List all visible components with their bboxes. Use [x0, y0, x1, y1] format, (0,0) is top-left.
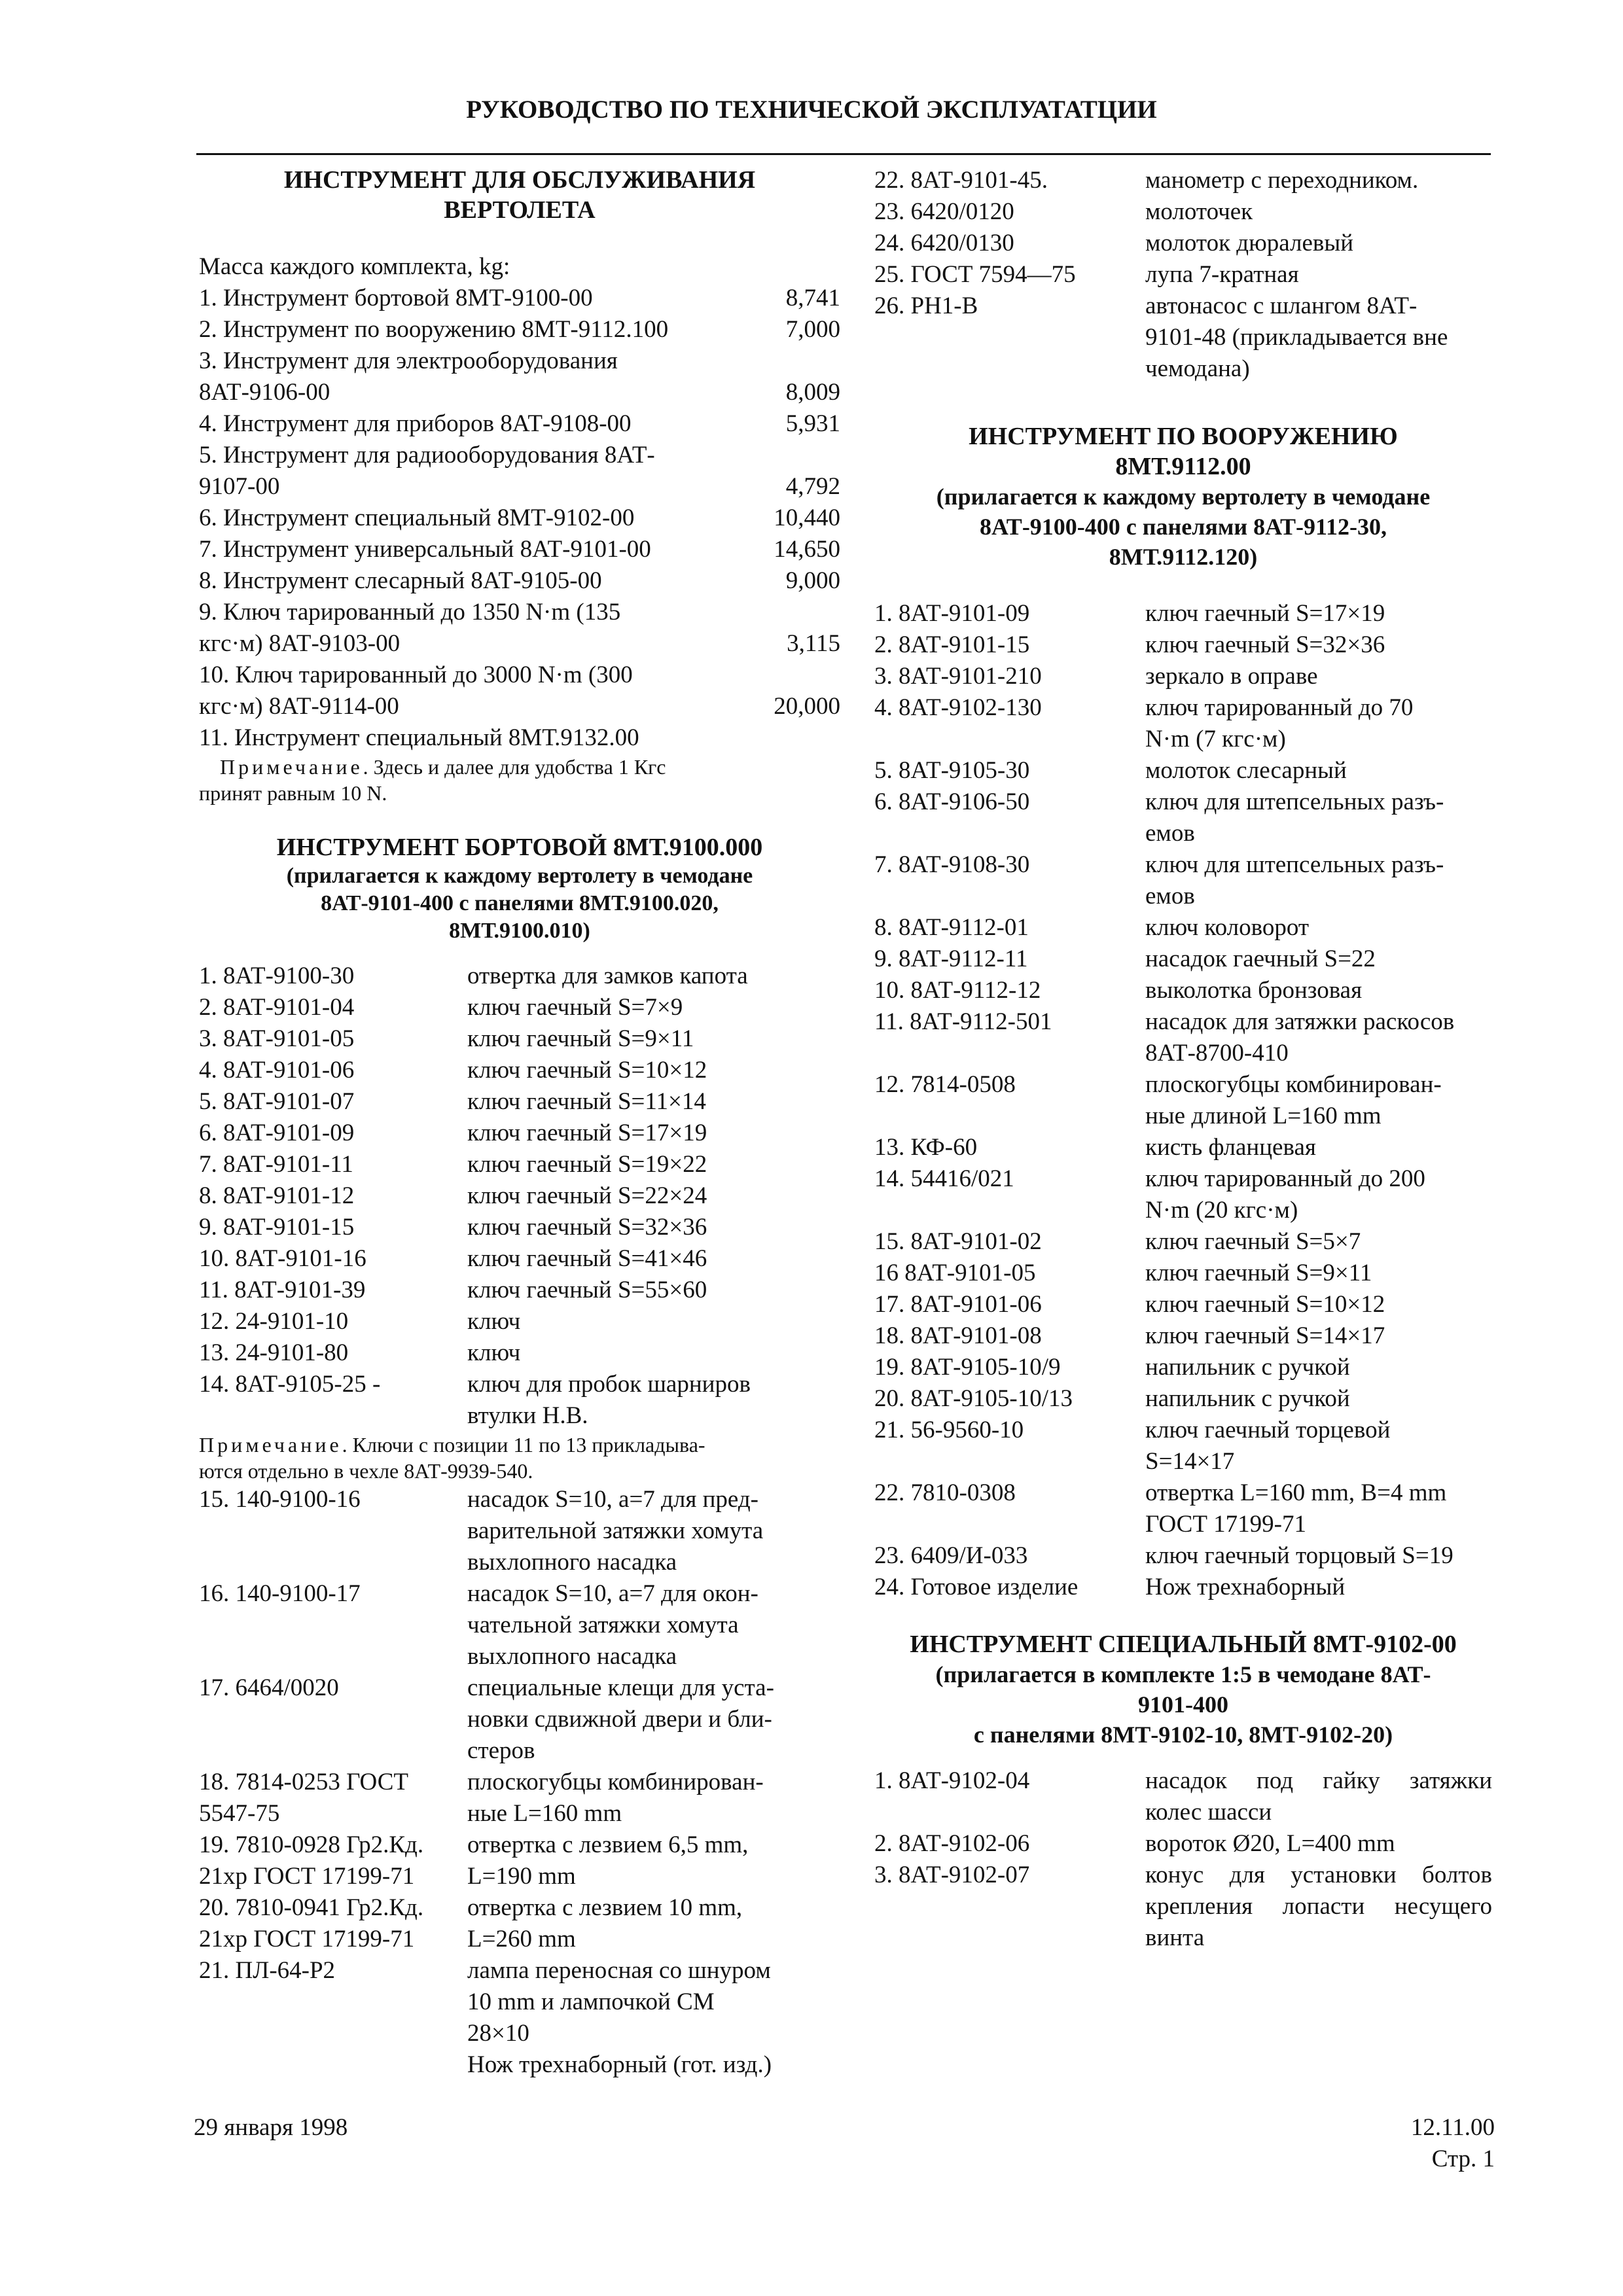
list-item [199, 1369, 840, 1432]
item-description: зеркало в оправе [1145, 663, 1318, 690]
item-description: отвертка с лезвием 10 mm, L=260 mm [467, 1894, 743, 1952]
mass-item-value: 5,931 [785, 410, 840, 437]
mass-item [199, 691, 840, 722]
item-description: ключ гаечный S=7×9 [467, 994, 683, 1021]
mass-list [199, 283, 840, 754]
mass-item-name: 8. Инструмент слесарный 8АТ-9105-00 [199, 567, 602, 594]
list-item [874, 849, 1492, 912]
list-item [199, 1337, 840, 1369]
item-description: ключ гаечный S=11×14 [467, 1088, 706, 1115]
mass-item-name: 4. Инструмент для приборов 8АТ-9108-00 [199, 410, 632, 437]
mass-item-name: 6. Инструмент специальный 8МТ-9102-00 [199, 504, 635, 531]
section2-title: ИНСТРУМЕНТ БОРТОВОЙ 8МТ.9100.000 [276, 834, 763, 861]
item-code: 21. ПЛ-64-Р2 [199, 1957, 336, 1984]
list-item [199, 1118, 840, 1149]
list-item [874, 1289, 1492, 1320]
mass-item-name: 7. Инструмент универсальный 8АТ-9101-00 [199, 536, 651, 563]
item-code: 22. 7810-0308 [874, 1479, 1016, 1506]
item-code: 12. 7814-0508 [874, 1071, 1016, 1098]
mass-item-value: 8,741 [785, 285, 840, 311]
item-code: 24. 6420/0130 [874, 230, 1014, 256]
list-item [199, 1212, 840, 1243]
item-description: ключ гаечный S=17×19 [467, 1120, 707, 1146]
item-description: ключ гаечный S=10×12 [467, 1057, 707, 1084]
section2-list [199, 961, 840, 1432]
list-item [874, 975, 1492, 1006]
item-code: 3. 8АТ-9102-07 [874, 1862, 1030, 1888]
item-description: ключ гаечный S=55×60 [467, 1277, 707, 1303]
list-item [199, 1672, 840, 1767]
item-description: молоток дюралевый [1145, 230, 1354, 256]
item-code: 1. 8АТ-9102-04 [874, 1767, 1030, 1794]
item-code: 25. ГОСТ 7594—75 [874, 261, 1076, 288]
mass-item-name: 8АТ-9106-00 [199, 379, 330, 406]
list-item [199, 1892, 840, 1955]
item-description: ключ гаечный S=9×11 [1145, 1260, 1372, 1286]
mass-item [199, 722, 840, 754]
section1-note: Примечание. Здесь и далее для удобства 1 Кгс принят равным 10 N. [199, 755, 666, 805]
mass-item-value: 20,000 [774, 693, 840, 720]
section2-list-end [874, 165, 1492, 385]
item-code: 19. 7810-0928 Гр2.Кд. 21хр ГОСТ 17199-71 [199, 1831, 424, 1890]
item-code: 22. 8АТ-9101-45. [874, 167, 1048, 194]
item-description: молоток слесарный [1145, 757, 1347, 784]
item-code: 20. 7810-0941 Гр2.Кд. 21хр ГОСТ 17199-71 [199, 1894, 424, 1952]
list-item [199, 1086, 840, 1118]
item-description: ключ [467, 1308, 521, 1335]
item-code: 13. КФ-60 [874, 1134, 978, 1161]
list-item [874, 944, 1492, 975]
item-code: 14. 54416/021 [874, 1165, 1014, 1192]
item-code: 8. 8АТ-9112-01 [874, 914, 1029, 941]
item-description: ключ гаечный торцовый S=19 [1145, 1542, 1454, 1569]
section2-note: Примечание. Ключи с позиции 11 по 13 прикладыва- ются отдельно в чехле 8АТ-9939-540. [199, 1433, 705, 1483]
item-description: ключ гаечный S=32×36 [467, 1214, 707, 1241]
mass-item [199, 377, 840, 408]
list-item [874, 1132, 1492, 1163]
list-item [199, 992, 840, 1023]
mass-item-value: 7,000 [785, 316, 840, 343]
section4-subtitle: (прилагается в комплекте 1:5 в чемодане 8АТ- 9101-400 с панелями 8МТ-9102-10, 8МТ-9102-20) [935, 1661, 1431, 1748]
mass-item-name: кгс·м) 8АТ-9114-00 [199, 693, 399, 720]
item-description: напильник с ручкой [1145, 1385, 1350, 1412]
mass-item-name: 11. Инструмент специальный 8МТ.9132.00 [199, 724, 639, 751]
item-code: 17. 6464/0020 [199, 1674, 339, 1701]
item-description: специальные клещи для уста- новки сдвижной двери и бли- стеров [467, 1674, 774, 1764]
item-code: 10. 8АТ-9112-12 [874, 977, 1041, 1004]
list-item [874, 755, 1492, 786]
section1-title: ИНСТРУМЕНТ ДЛЯ ОБСЛУЖИВАНИЯ ВЕРТОЛЕТА [283, 166, 756, 224]
mass-item-text: 3. Инструмент для электрооборудования [199, 347, 618, 374]
item-description: ключ гаечный S=22×24 [467, 1182, 707, 1209]
mass-item-text: 5. Инструмент для радиооборудования 8АТ- [199, 442, 655, 468]
list-item [199, 1180, 840, 1212]
list-item [874, 1258, 1492, 1289]
item-code: 2. 8АТ-9101-04 [199, 994, 355, 1021]
mass-item-value: 3,115 [787, 630, 840, 657]
item-code: 23. 6420/0120 [874, 198, 1014, 225]
item-description: Нож трехнаборный [1145, 1574, 1346, 1600]
item-description: ключ гаечный S=17×19 [1145, 600, 1385, 627]
item-code: 18. 7814-0253 ГОСТ 5547-75 [199, 1769, 408, 1827]
list-item [874, 1163, 1492, 1226]
item-description: отвертка для замков капота [467, 963, 748, 989]
list-item [874, 291, 1492, 385]
item-description: выколотка бронзовая [1145, 977, 1363, 1004]
list-item [874, 1765, 1492, 1828]
list-item [199, 1955, 840, 2081]
list-item [874, 1477, 1492, 1540]
list-item [874, 629, 1492, 661]
list-item [199, 1243, 840, 1275]
item-code: 21. 56-9560-10 [874, 1417, 1024, 1443]
list-item [199, 1306, 840, 1337]
list-item [874, 1860, 1492, 1954]
item-description: ключ коловорот [1145, 914, 1310, 941]
item-code: 23. 6409/И-033 [874, 1542, 1028, 1569]
item-description: насадок гаечный S=22 [1145, 945, 1376, 972]
list-item [874, 1572, 1492, 1603]
item-code: 18. 8АТ-9101-08 [874, 1322, 1042, 1349]
item-code: 5. 8АТ-9105-30 [874, 757, 1030, 784]
section4-list [874, 1765, 1492, 1954]
item-code: 7. 8АТ-9101-11 [199, 1151, 353, 1178]
list-item [199, 1578, 840, 1672]
item-code: 1. 8АТ-9101-09 [874, 600, 1030, 627]
list-item [874, 1828, 1492, 1860]
item-description: напильник с ручкой [1145, 1354, 1350, 1381]
section3-subtitle: (прилагается к каждому вертолету в чемодане 8АТ-9100-400 с панелями 8АТ-9112-30, 8МТ.9112.120) [936, 484, 1431, 570]
item-description: ключ для штепсельных разъ- емов [1145, 788, 1444, 847]
list-item [874, 1320, 1492, 1352]
left-column [199, 165, 840, 2081]
item-code: 13. 24-9101-80 [199, 1339, 349, 1366]
item-code: 9. 8АТ-9101-15 [199, 1214, 355, 1241]
item-code: 24. Готовое изделие [874, 1574, 1079, 1600]
mass-label: Масса каждого комплекта, kg: [199, 253, 510, 280]
list-item [199, 1023, 840, 1055]
mass-item [199, 534, 840, 565]
mass-item-text: 10. Ключ тарированный до 3000 N·m (300 [199, 662, 633, 688]
mass-item-value: 10,440 [774, 504, 840, 531]
list-item [874, 165, 1492, 196]
list-item [874, 228, 1492, 259]
item-description: насадок для затяжки раскосов 8АТ-8700-410 [1145, 1008, 1455, 1067]
item-code: 2. 8АТ-9102-06 [874, 1830, 1030, 1857]
item-description: отвертка с лезвием 6,5 mm, L=190 mm [467, 1831, 749, 1890]
item-description: вороток Ø20, L=400 mm [1145, 1830, 1395, 1857]
header-rule [196, 153, 1491, 155]
list-item [874, 1352, 1492, 1383]
item-description: конус для установки болтов крепления лопасти несущего винта [1145, 1862, 1492, 1951]
mass-item-name: кгс·м) 8АТ-9103-00 [199, 630, 401, 657]
list-item [874, 1415, 1492, 1477]
item-description: лупа 7-кратная [1145, 261, 1299, 288]
item-description: автонасос с шлангом 8АТ- 9101-48 (прикладывается вне чемодана) [1145, 292, 1448, 382]
list-item [874, 196, 1492, 228]
item-code: 15. 140-9100-16 [199, 1486, 361, 1513]
item-code: 19. 8АТ-9105-10/9 [874, 1354, 1061, 1381]
list-item [874, 786, 1492, 849]
list-item [199, 1829, 840, 1892]
item-code: 6. 8АТ-9106-50 [874, 788, 1030, 815]
list-item [874, 1540, 1492, 1572]
item-code: 17. 8АТ-9101-06 [874, 1291, 1042, 1318]
item-description: плоскогубцы комбинирован- ные длиной L=160 mm [1145, 1071, 1442, 1129]
section3-title: ИНСТРУМЕНТ ПО ВООРУЖЕНИЮ 8МТ.9112.00 [969, 423, 1398, 480]
item-code: 4. 8АТ-9101-06 [199, 1057, 355, 1084]
item-description: отвертка L=160 mm, B=4 mm ГОСТ 17199-71 [1145, 1479, 1447, 1538]
list-item [199, 1275, 840, 1306]
item-description: насадок под гайку затяжки колес шасси [1145, 1767, 1492, 1826]
list-item [874, 661, 1492, 692]
item-description: ключ гаечный S=41×46 [467, 1245, 707, 1272]
item-description: ключ для штепсельных разъ- емов [1145, 851, 1444, 910]
footer-revision-page: 12.11.00 Стр. 1 [1410, 2114, 1495, 2172]
item-code: 1. 8АТ-9100-30 [199, 963, 355, 989]
item-code: 7. 8АТ-9108-30 [874, 851, 1030, 878]
mass-item-name: 1. Инструмент бортовой 8МТ-9100-00 [199, 285, 593, 311]
item-description: ключ тарированный до 70 N·m (7 кгс·м) [1145, 694, 1414, 752]
mass-item-name: 9107-00 [199, 473, 280, 500]
item-description: молоточек [1145, 198, 1253, 225]
list-item [874, 598, 1492, 629]
item-description: ключ гаечный S=19×22 [467, 1151, 707, 1178]
item-code: 16. 140-9100-17 [199, 1580, 361, 1607]
item-description: ключ тарированный до 200 N·m (20 кгс·м) [1145, 1165, 1425, 1224]
item-code: 20. 8АТ-9105-10/13 [874, 1385, 1073, 1412]
list-item [199, 1055, 840, 1086]
mass-item [199, 314, 840, 345]
list-item [199, 961, 840, 992]
mass-item-value: 4,792 [785, 473, 840, 500]
item-description: лампа переносная со шнуром 10 mm и лампочкой СМ 28×10 Нож трехнаборный (гот. изд.) [467, 1957, 772, 2078]
mass-item-text: 9. Ключ тарированный до 1350 N·m (135 [199, 599, 621, 626]
list-item [874, 1006, 1492, 1069]
mass-item-name: 2. Инструмент по вооружению 8МТ-9112.100 [199, 316, 669, 343]
section2-subtitle: (прилагается к каждому вертолету в чемодане 8АТ-9101-400 с панелями 8МТ.9100.020, 8МТ.9100.010) [286, 864, 753, 943]
item-code: 8. 8АТ-9101-12 [199, 1182, 355, 1209]
item-description: манометр с переходником. [1145, 167, 1419, 194]
list-item [874, 692, 1492, 755]
item-description: ключ гаечный S=5×7 [1145, 1228, 1361, 1255]
list-item [199, 1767, 840, 1829]
item-code: 16 8АТ-9101-05 [874, 1260, 1036, 1286]
item-code: 12. 24-9101-10 [199, 1308, 349, 1335]
mass-item [199, 503, 840, 534]
list-item [874, 912, 1492, 944]
item-code: 2. 8АТ-9101-15 [874, 631, 1030, 658]
item-description: ключ гаечный S=32×36 [1145, 631, 1385, 658]
mass-item [199, 283, 840, 314]
item-code: 14. 8АТ-9105-25 - [199, 1371, 381, 1398]
mass-item-value: 8,009 [785, 379, 840, 406]
mass-item-value: 14,650 [774, 536, 840, 563]
item-code: 11. 8АТ-9112-501 [874, 1008, 1052, 1035]
mass-item [199, 565, 840, 597]
item-code: 3. 8АТ-9101-210 [874, 663, 1042, 690]
right-column [874, 165, 1492, 1954]
item-description: ключ гаечный S=10×12 [1145, 1291, 1385, 1318]
list-item [874, 259, 1492, 291]
section2-list-continued [199, 1484, 840, 2081]
mass-item-value: 9,000 [785, 567, 840, 594]
section3-list [874, 598, 1492, 1603]
item-code: 6. 8АТ-9101-09 [199, 1120, 355, 1146]
list-item [874, 1226, 1492, 1258]
list-item [199, 1149, 840, 1180]
list-item [874, 1383, 1492, 1415]
item-code: 5. 8АТ-9101-07 [199, 1088, 355, 1115]
item-description: ключ гаечный S=9×11 [467, 1025, 694, 1052]
item-description: ключ для пробок шарниров втулки Н.В. [467, 1371, 751, 1429]
mass-item [199, 471, 840, 503]
item-code: 26. РН1-В [874, 292, 978, 319]
section4-title: ИНСТРУМЕНТ СПЕЦИАЛЬНЫЙ 8МТ-9102-00 [910, 1631, 1457, 1658]
item-description: насадок S=10, a=7 для окон- чательной затяжки хомута выхлопного насадка [467, 1580, 758, 1670]
item-description: насадок S=10, a=7 для пред- варительной затяжки хомута выхлопного насадка [467, 1486, 764, 1576]
item-description: ключ [467, 1339, 521, 1366]
item-code: 15. 8АТ-9101-02 [874, 1228, 1042, 1255]
item-code: 11. 8АТ-9101-39 [199, 1277, 366, 1303]
item-code: 9. 8АТ-9112-11 [874, 945, 1028, 972]
item-description: ключ гаечный торцевой S=14×17 [1145, 1417, 1391, 1475]
page-header: РУКОВОДСТВО ПО ТЕХНИЧЕСКОЙ ЭКСПЛУАТАТЦИИ [466, 96, 1157, 124]
mass-item [199, 408, 840, 440]
list-item [874, 1069, 1492, 1132]
item-code: 3. 8АТ-9101-05 [199, 1025, 355, 1052]
item-code: 4. 8АТ-9102-130 [874, 694, 1042, 721]
mass-item [199, 628, 840, 660]
list-item [199, 1484, 840, 1578]
item-description: плоскогубцы комбинирован- ные L=160 mm [467, 1769, 764, 1827]
item-code: 10. 8АТ-9101-16 [199, 1245, 366, 1272]
footer-date: 29 января 1998 [194, 2114, 348, 2141]
item-description: ключ гаечный S=14×17 [1145, 1322, 1385, 1349]
item-description: кисть фланцевая [1145, 1134, 1316, 1161]
